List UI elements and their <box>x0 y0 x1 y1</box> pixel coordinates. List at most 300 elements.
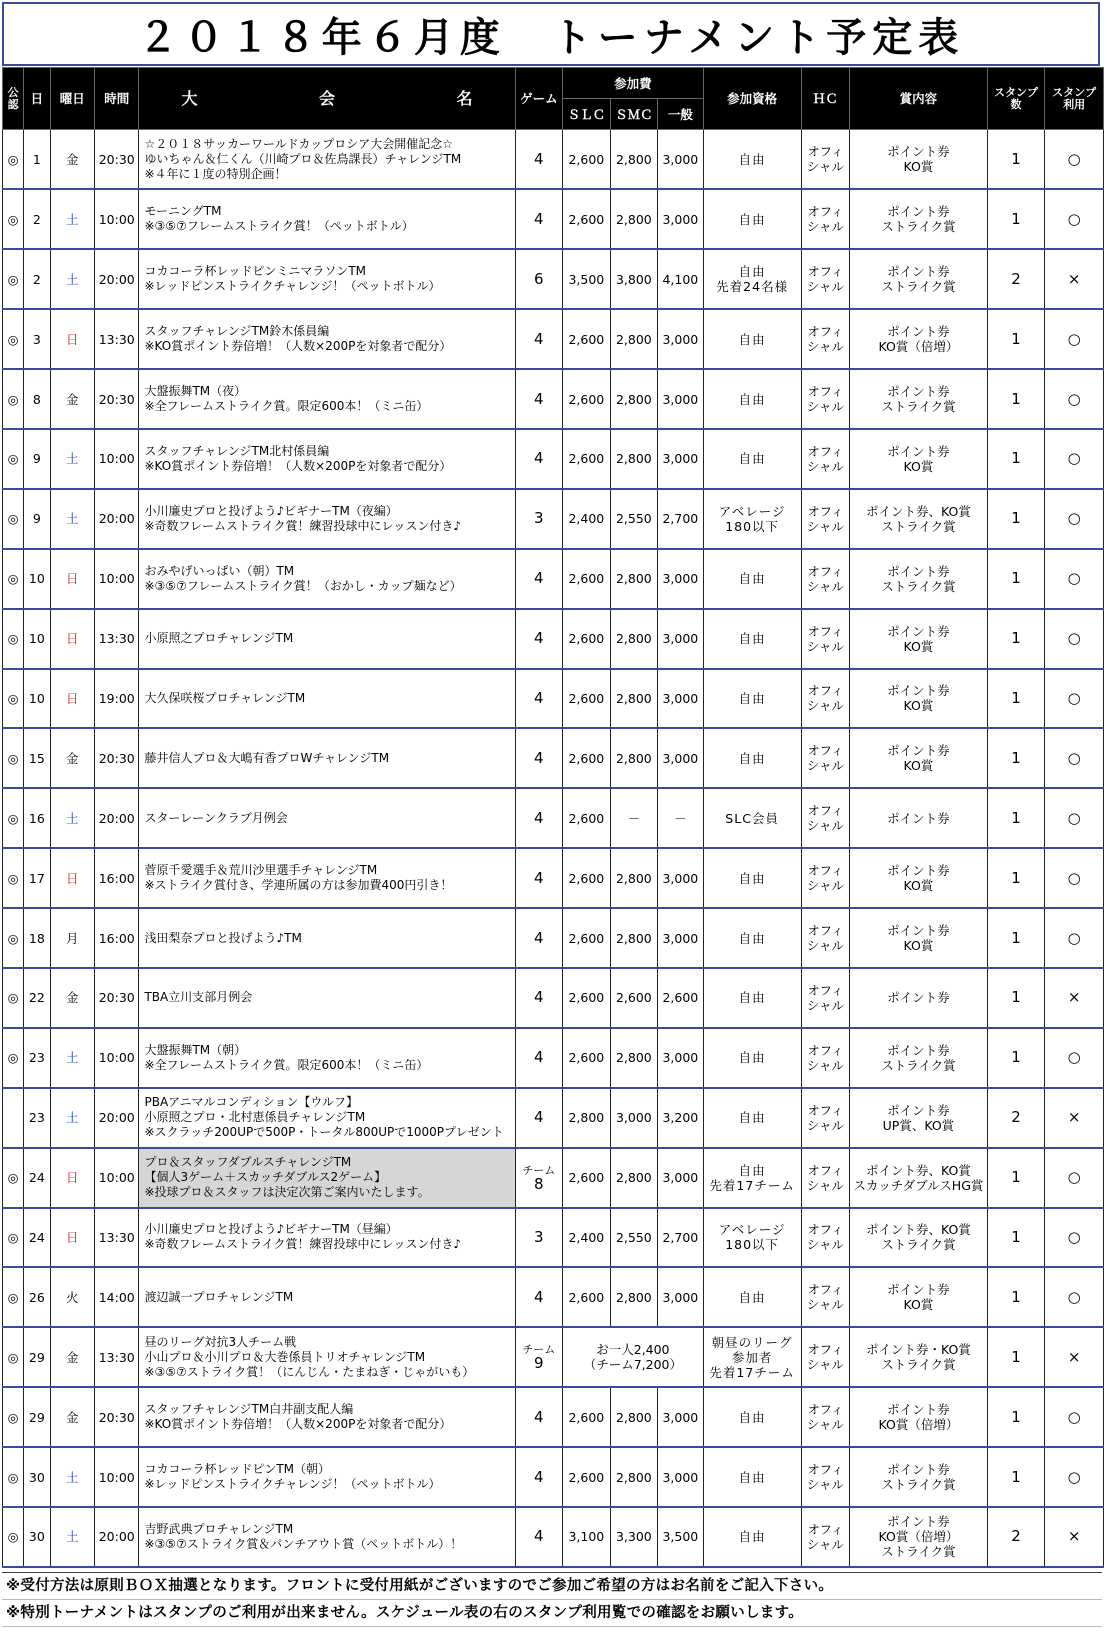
tournament-name <box>139 549 515 609</box>
hc-line: シャル <box>806 339 845 355</box>
day-cell: 30 <box>24 1447 50 1507</box>
fee-merged-line: （チーム7,200） <box>583 1357 682 1373</box>
eligibility-cell <box>703 1088 801 1148</box>
eligibility-cell <box>703 249 801 309</box>
header-hc: ＨＣ <box>801 68 850 130</box>
prize-cell <box>850 1447 987 1507</box>
games-cell <box>515 908 563 968</box>
hc-line: オフィ <box>807 803 844 819</box>
prize-cell <box>850 1387 987 1447</box>
official-mark <box>3 1088 24 1148</box>
day-cell: 23 <box>24 1088 50 1148</box>
fee-smc: 2,800 <box>610 1387 658 1447</box>
day-cell: 17 <box>24 848 50 908</box>
header-time: 時間 <box>94 68 138 130</box>
tournament-name-line: PBAアニマルコンディション【ウルフ】 <box>144 1095 358 1110</box>
tournament-name-line: モーニングTM <box>144 204 222 219</box>
eligibility-line: 自由 <box>738 571 766 587</box>
time-cell: 20:30 <box>94 728 138 788</box>
fee-smc: 3,800 <box>610 249 658 309</box>
prize-cell <box>850 728 987 788</box>
stamp-count: 1 <box>987 788 1045 848</box>
header-games: ゲーム <box>515 68 563 130</box>
table-row <box>3 549 1104 609</box>
prize-line: KO賞 <box>903 638 934 654</box>
time-cell: 10:00 <box>94 189 138 249</box>
prize-cell <box>850 489 987 549</box>
games-cell <box>515 1267 563 1327</box>
day-cell: 15 <box>24 728 50 788</box>
hc-cell <box>801 1387 850 1447</box>
prize-line: ポイント券 <box>887 743 950 759</box>
tournament-name <box>139 908 515 968</box>
prize-line: ポイント券 <box>887 204 950 220</box>
fee-general: 2,700 <box>658 1208 703 1268</box>
tournament-name <box>139 728 515 788</box>
tournament-name <box>139 130 515 190</box>
day-cell: 18 <box>24 908 50 968</box>
table-row <box>3 1028 1104 1088</box>
prize-line: ポイント券 <box>887 1042 950 1058</box>
weekday-cell: 土 <box>50 1088 94 1148</box>
tournament-name-line: 大久保咲桜プロチャレンジTM <box>144 690 306 705</box>
weekday-cell: 日 <box>50 549 94 609</box>
prize-line: ポイント券 <box>887 1402 950 1418</box>
fee-merged-line: お一人2,400 <box>596 1342 670 1358</box>
hc-line: シャル <box>806 518 845 534</box>
games-team-label: チーム <box>522 1163 556 1177</box>
fee-smc: 2,800 <box>610 908 658 968</box>
eligibility-line: 自由 <box>738 1110 766 1126</box>
eligibility-cell <box>703 1267 801 1327</box>
stamp-count: 1 <box>987 1387 1045 1447</box>
table-row <box>3 309 1104 369</box>
stamp-count: 1 <box>987 309 1045 369</box>
tournament-name-line: 【個人3ゲーム＋スカッチダブルス2ゲーム】 <box>144 1170 387 1185</box>
time-cell: 14:00 <box>94 1267 138 1327</box>
hc-line: シャル <box>806 399 845 414</box>
stamp-count: 1 <box>987 1267 1045 1327</box>
fee-general: 3,000 <box>658 369 703 429</box>
hc-cell <box>801 1088 850 1148</box>
time-cell: 20:30 <box>94 968 138 1028</box>
eligibility-line: 自由 <box>738 870 766 886</box>
weekday-cell: 土 <box>50 788 94 848</box>
prize-line: ストライク賞 <box>881 1057 956 1073</box>
time-cell: 20:30 <box>94 369 138 429</box>
eligibility-line: 自由 <box>738 750 766 766</box>
hc-cell <box>801 549 850 609</box>
tournament-name-line: 小原照之プロチャレンジTM <box>144 631 294 646</box>
hc-line: シャル <box>806 638 845 654</box>
tournament-name <box>139 429 515 489</box>
tournament-name-line: スタッフチャレンジTM白井副支配人編 <box>144 1402 354 1417</box>
tournament-name-line: ※③⑤⑦ストライク賞＆パンチアウト賞（ペットボトル）！ <box>144 1536 463 1551</box>
tournament-name <box>139 1387 515 1447</box>
weekday-cell: 金 <box>50 728 94 788</box>
prize-line: ポイント券 <box>887 264 950 280</box>
prize-line: ポイント券 <box>887 623 950 639</box>
day-cell: 10 <box>24 609 50 669</box>
hc-line: シャル <box>806 578 845 594</box>
hc-line: オフィ <box>807 1222 844 1238</box>
hc-line: オフィ <box>807 743 844 759</box>
header-fee-general: 一般 <box>658 99 703 130</box>
stamp-count: 1 <box>987 908 1045 968</box>
hc-cell <box>801 309 850 369</box>
hc-line: シャル <box>806 219 845 235</box>
hc-line: オフィ <box>807 204 844 220</box>
prize-line: KO賞（倍増） <box>878 339 959 355</box>
fee-smc: 2,600 <box>610 968 658 1028</box>
games-cell <box>515 848 563 908</box>
table-row <box>3 249 1104 309</box>
games-cell <box>515 309 563 369</box>
hc-line: オフィ <box>807 503 844 519</box>
header-stamp-count: スタンプ数 <box>987 68 1045 130</box>
prize-line: ポイント券 <box>887 1102 950 1118</box>
hc-line: オフィ <box>807 1402 844 1418</box>
eligibility-cell <box>703 908 801 968</box>
prize-line: ストライク賞 <box>881 1544 956 1560</box>
games-cell <box>515 130 563 190</box>
stamp-use: ○ <box>1045 1208 1104 1268</box>
prize-line: ポイント券 <box>887 683 950 699</box>
stamp-use: ○ <box>1045 309 1104 369</box>
stamp-use: × <box>1045 1507 1104 1567</box>
official-mark: ◎ <box>3 1387 24 1447</box>
games-count: 4 <box>534 1407 544 1426</box>
weekday-cell: 日 <box>50 609 94 669</box>
hc-line: オフィ <box>807 443 844 459</box>
fee-slc: 2,600 <box>563 1447 611 1507</box>
games-cell <box>515 1447 563 1507</box>
fee-slc: 2,600 <box>563 609 611 669</box>
tournament-name <box>139 609 515 669</box>
games-cell <box>515 1507 563 1567</box>
hc-line: シャル <box>806 1417 845 1433</box>
stamp-use: ○ <box>1045 429 1104 489</box>
tournament-name-line: ※③⑤⑦ストライク賞！（にんじん・たまねぎ・じゃがいも） <box>144 1364 475 1379</box>
eligibility-cell <box>703 669 801 729</box>
games-count: 4 <box>534 868 544 887</box>
stamp-count: 1 <box>987 728 1045 788</box>
fee-slc: 2,600 <box>563 788 611 848</box>
day-cell: 10 <box>24 669 50 729</box>
tournament-name <box>139 1327 515 1387</box>
eligibility-cell <box>703 609 801 669</box>
prize-cell <box>850 669 987 729</box>
fee-general: 3,000 <box>658 549 703 609</box>
eligibility-cell <box>703 1208 801 1268</box>
games-cell <box>515 1088 563 1148</box>
hc-line: シャル <box>806 458 845 474</box>
hc-cell <box>801 429 850 489</box>
day-cell: 2 <box>24 189 50 249</box>
games-cell <box>515 549 563 609</box>
time-cell: 10:00 <box>94 1148 138 1208</box>
prize-line: ポイント券 <box>887 563 950 579</box>
tournament-name-line: ※レッドピンストライクチャレンジ！（ペットボトル） <box>144 279 441 294</box>
games-cell <box>515 489 563 549</box>
eligibility-cell <box>703 1447 801 1507</box>
tournament-name-line: ※KO賞ポイント券倍増！（人数×200Pを対象者で配分） <box>144 458 452 473</box>
prize-cell <box>850 249 987 309</box>
hc-line: オフィ <box>807 563 844 579</box>
games-cell <box>515 1148 563 1208</box>
tournament-name-line: 小川廉史プロと投げよう♪ビギナーTM（昼編） <box>144 1222 398 1237</box>
time-cell: 13:30 <box>94 1327 138 1387</box>
stamp-use: ○ <box>1045 1148 1104 1208</box>
official-mark: ◎ <box>3 489 24 549</box>
prize-cell <box>850 1267 987 1327</box>
hc-line: シャル <box>806 758 845 774</box>
games-team-label: チーム <box>522 1343 556 1357</box>
fee-slc: 2,600 <box>563 1387 611 1447</box>
official-mark: ◎ <box>3 848 24 908</box>
prize-line: KO賞（倍増） <box>878 1417 959 1433</box>
stamp-use: ○ <box>1045 1028 1104 1088</box>
tournament-name-line: スタッフチャレンジTM北村係員編 <box>144 443 330 458</box>
day-cell: 30 <box>24 1507 50 1567</box>
table-row <box>3 848 1104 908</box>
prize-cell <box>850 848 987 908</box>
eligibility-line: 自由 <box>738 211 766 227</box>
prize-line: KO賞 <box>903 758 934 774</box>
prize-cell <box>850 788 987 848</box>
weekday-cell: 日 <box>50 1148 94 1208</box>
tournament-name-line: 吉野武典プロチャレンジTM <box>144 1521 294 1536</box>
fee-smc: 2,800 <box>610 1028 658 1088</box>
prize-line: ポイント券 <box>887 384 950 399</box>
day-cell: 1 <box>24 130 50 190</box>
table-row <box>3 669 1104 729</box>
tournament-name-line: TBA立川支部月例会 <box>144 990 253 1005</box>
hc-cell <box>801 189 850 249</box>
tournament-name <box>139 309 515 369</box>
header-weekday: 曜日 <box>50 68 94 130</box>
eligibility-line: SLC会員 <box>725 810 779 826</box>
hc-line: オフィ <box>807 1102 844 1118</box>
tournament-name <box>139 968 515 1028</box>
hc-cell <box>801 669 850 729</box>
official-mark: ◎ <box>3 1208 24 1268</box>
hc-line: オフィ <box>807 1162 844 1178</box>
eligibility-line: 自由 <box>738 930 766 946</box>
stamp-count: 1 <box>987 848 1045 908</box>
fee-general: 4,100 <box>658 249 703 309</box>
stamp-use: ○ <box>1045 130 1104 190</box>
hc-line: オフィ <box>807 1521 844 1537</box>
fee-smc: 2,550 <box>610 1208 658 1268</box>
day-cell: 16 <box>24 788 50 848</box>
fee-slc: 2,400 <box>563 489 611 549</box>
stamp-use: ○ <box>1045 728 1104 788</box>
games-count: 4 <box>534 389 544 408</box>
prize-line: ストライク賞 <box>881 1357 956 1373</box>
time-cell: 10:00 <box>94 1447 138 1507</box>
fee-general: 3,000 <box>658 669 703 729</box>
fee-smc: 2,800 <box>610 1267 658 1327</box>
hc-line: オフィ <box>807 623 844 639</box>
fee-slc: 2,600 <box>563 130 611 190</box>
day-cell: 26 <box>24 1267 50 1327</box>
tournament-name <box>139 1447 515 1507</box>
fee-general: － <box>658 788 703 848</box>
games-count: 4 <box>534 1287 544 1306</box>
fee-slc: 2,600 <box>563 669 611 729</box>
hc-cell <box>801 249 850 309</box>
tournament-name-line: ※４年に１度の特別企画！ <box>144 166 287 181</box>
tournament-name <box>139 1088 515 1148</box>
table-row <box>3 1148 1104 1208</box>
fee-smc: 3,300 <box>610 1507 658 1567</box>
table-row <box>3 1447 1104 1507</box>
eligibility-cell <box>703 189 801 249</box>
hc-line: オフィ <box>807 384 844 399</box>
games-count: 8 <box>534 1174 544 1193</box>
stamp-use: ○ <box>1045 848 1104 908</box>
stamp-count: 1 <box>987 1447 1045 1507</box>
official-mark: ◎ <box>3 1447 24 1507</box>
prize-line: ポイント券 <box>887 923 950 939</box>
table-row <box>3 429 1104 489</box>
fee-smc: 2,800 <box>610 848 658 908</box>
hc-line: オフィ <box>807 264 844 280</box>
hc-line: オフィ <box>807 683 844 699</box>
hc-line: シャル <box>806 159 845 175</box>
hc-line: シャル <box>806 1237 845 1253</box>
day-cell: 2 <box>24 249 50 309</box>
time-cell: 20:30 <box>94 130 138 190</box>
prize-cell <box>850 429 987 489</box>
hc-line: シャル <box>806 818 845 834</box>
prize-line: KO賞 <box>903 1297 934 1313</box>
tournament-name <box>139 1507 515 1567</box>
fee-general: 2,700 <box>658 489 703 549</box>
stamp-use: ○ <box>1045 369 1104 429</box>
hc-line: シャル <box>806 1057 845 1073</box>
prize-line: ポイント券 <box>887 1462 950 1478</box>
header-fee-smc: ＳＭＣ <box>610 99 658 130</box>
prize-line: ストライク賞 <box>881 518 956 534</box>
table-row <box>3 908 1104 968</box>
table-row <box>3 788 1104 848</box>
eligibility-cell <box>703 728 801 788</box>
tournament-name-line: 小原照之プロ・北村恵係員チャレンジTM <box>144 1110 366 1125</box>
weekday-cell: 土 <box>50 249 94 309</box>
weekday-cell: 土 <box>50 1028 94 1088</box>
tournament-name-line: ※全フレームストライク賞。限定600本！（ミニ缶） <box>144 1057 429 1072</box>
hc-cell <box>801 788 850 848</box>
games-cell <box>515 669 563 729</box>
day-cell: 22 <box>24 968 50 1028</box>
stamp-use: ○ <box>1045 549 1104 609</box>
weekday-cell: 金 <box>50 968 94 1028</box>
stamp-use: ○ <box>1045 1447 1104 1507</box>
header-fee-slc: ＳＬＣ <box>563 99 611 130</box>
tournament-name-line: おみやげいっぱい（朝）TM <box>144 563 295 578</box>
tournament-name-line: ※奇数フレームストライク賞！練習投球中にレッスン付き♪ <box>144 1237 461 1252</box>
fee-smc: 2,800 <box>610 1148 658 1208</box>
eligibility-line: アベレージ <box>718 1222 786 1238</box>
weekday-cell: 金 <box>50 1327 94 1387</box>
tournament-name-line: 昼のリーグ対抗3人チーム戦 <box>144 1334 297 1349</box>
header-eligibility: 参加資格 <box>703 68 801 130</box>
stamp-count: 1 <box>987 130 1045 190</box>
games-cell <box>515 1028 563 1088</box>
games-count: 4 <box>534 569 544 588</box>
page-title: ２０１８年６月度 トーナメント予定表 <box>2 2 1100 66</box>
header-day: 日 <box>24 68 50 130</box>
eligibility-line: 自由 <box>738 990 766 1006</box>
official-mark: ◎ <box>3 1327 24 1387</box>
table-row <box>3 1327 1104 1387</box>
table-row <box>3 609 1104 669</box>
prize-line: ポイント券 <box>887 1514 950 1530</box>
tournament-name-line: ※③⑤⑦フレームストライク賞！（おかし・カップ麺など） <box>144 578 462 593</box>
prize-line: KO賞 <box>903 159 934 175</box>
eligibility-line: 自由 <box>738 1409 766 1425</box>
prize-cell <box>850 1088 987 1148</box>
prize-line: ストライク賞 <box>881 219 956 235</box>
official-mark: ◎ <box>3 1028 24 1088</box>
hc-cell <box>801 1148 850 1208</box>
prize-line: ポイント券 <box>887 810 950 826</box>
stamp-count: 2 <box>987 1507 1045 1567</box>
games-cell <box>515 968 563 1028</box>
eligibility-cell <box>703 1028 801 1088</box>
official-mark: ◎ <box>3 369 24 429</box>
prize-line: ポイント券・KO賞 <box>865 1342 971 1358</box>
eligibility-line: 参加者 <box>731 1349 773 1365</box>
header-stamp-use: スタンプ利用 <box>1045 68 1104 130</box>
hc-line: シャル <box>806 997 845 1013</box>
eligibility-cell <box>703 130 801 190</box>
official-mark: ◎ <box>3 1148 24 1208</box>
table-row <box>3 1267 1104 1327</box>
tournament-name-line: ※全フレームストライク賞。限定600本！（ミニ缶） <box>144 399 429 413</box>
tournament-name-line: プロ＆スタッフダブルスチャレンジTM <box>144 1155 352 1170</box>
official-mark: ◎ <box>3 669 24 729</box>
fee-general: 3,000 <box>658 189 703 249</box>
eligibility-cell <box>703 369 801 429</box>
tournament-name-line: ゆいちゃん＆仁くん（川崎プロ＆佐鳥課長）チャレンジTM <box>144 151 462 166</box>
tournament-name <box>139 189 515 249</box>
games-cell <box>515 788 563 848</box>
stamp-use: ○ <box>1045 669 1104 729</box>
eligibility-cell <box>703 1507 801 1567</box>
fee-smc: 2,800 <box>610 669 658 729</box>
games-count: 4 <box>534 1108 544 1127</box>
table-row <box>3 1507 1104 1567</box>
weekday-cell: 土 <box>50 189 94 249</box>
header-name-char-3: 名 <box>456 89 475 108</box>
fee-general: 3,000 <box>658 908 703 968</box>
fee-slc: 2,400 <box>563 1208 611 1268</box>
table-row <box>3 130 1104 190</box>
stamp-count: 1 <box>987 1028 1045 1088</box>
eligibility-cell <box>703 1327 801 1387</box>
tournament-name-line: 浅田梨奈プロと投げよう♪TM <box>144 930 302 945</box>
stamp-use: × <box>1045 1327 1104 1387</box>
weekday-cell: 土 <box>50 1447 94 1507</box>
eligibility-line: 自由 <box>738 690 766 706</box>
tournament-name <box>139 848 515 908</box>
time-cell: 20:00 <box>94 249 138 309</box>
footer-note: ※受付方法は原則ＢＯＸ抽選となります。フロントに受付用紙がございますのでご参加ご希望の方はお名前をご記入下さい。 <box>2 1573 1102 1600</box>
hc-line: オフィ <box>807 1042 844 1058</box>
